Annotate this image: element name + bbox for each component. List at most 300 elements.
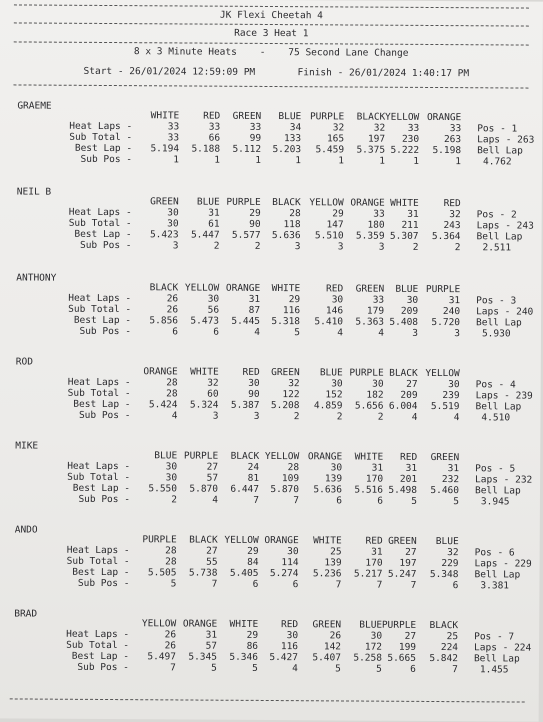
lane-color-header: GREEN	[430, 451, 460, 464]
lane-color-header: YELLOW	[425, 367, 460, 380]
lane-color-header: YELLOW	[384, 111, 420, 123]
sub-total-cell: 87	[248, 304, 261, 316]
heat-laps-cell: 32	[288, 378, 300, 390]
sub-total-cell: 139	[324, 557, 342, 569]
heat-laps-cell: 30	[331, 294, 344, 306]
heat-laps-cell: 33	[249, 121, 262, 133]
best-lap-cell: 5.194	[150, 143, 180, 155]
row-label: Heat Laps -	[67, 460, 131, 473]
row-label: Sub Pos -	[79, 325, 132, 338]
lane-color-header: ORANGE	[307, 451, 343, 463]
lane-color-header: WHITE	[190, 366, 219, 378]
heat-laps-cell: 31	[208, 207, 220, 219]
sub-pos-cell: 5	[252, 662, 258, 674]
best-lap-cell: 5.497	[147, 651, 177, 663]
sub-pos-cell: 2	[213, 240, 220, 252]
heat-laps-cell: 31	[205, 629, 218, 641]
best-lap-cell: 5.318	[271, 316, 301, 328]
row-label: Heat Laps -	[69, 120, 133, 133]
heat-laps-cell: 26	[329, 630, 342, 642]
rider-bell-label: Bell Lap	[476, 231, 523, 243]
heat-laps-cell: 32	[447, 547, 459, 559]
sub-total-cell: 30	[165, 472, 178, 484]
lane-color-header: PURPLE	[226, 196, 261, 208]
sub-total-cell: 170	[365, 557, 383, 569]
sub-total-cell: 109	[281, 473, 300, 485]
sub-pos-cell: 3	[212, 410, 219, 422]
best-lap-cell: 5.550	[148, 483, 178, 495]
heat-laps-cell: 30	[448, 379, 460, 391]
sub-total-cell: 179	[366, 305, 385, 317]
rider-bell-label: Bell Lap	[474, 569, 521, 581]
row-label: Sub Pos -	[78, 409, 131, 422]
rider-block	[0, 356, 541, 452]
sub-pos-cell: 2	[377, 411, 384, 423]
best-lap-cell: 5.424	[148, 399, 178, 411]
best-lap-cell: 5.307	[389, 230, 419, 242]
sub-pos-cell: 2	[454, 242, 461, 254]
rider-laps: Laps - 224	[474, 642, 532, 654]
sub-total-cell: 57	[205, 640, 218, 652]
rider-name: MIKE	[15, 440, 39, 452]
sub-pos-cell: 6	[292, 579, 299, 591]
lane-color-header: BLACK	[189, 534, 218, 546]
sub-pos-cell: 7	[335, 579, 342, 591]
best-lap-cell: 5.364	[431, 230, 461, 243]
lane-color-header: GREEN	[355, 283, 385, 295]
lane-color-header: RED	[365, 535, 383, 547]
heat-laps-cell: 30	[165, 461, 178, 473]
rider-laps: Laps - 229	[474, 558, 532, 570]
rider-name: BRAD	[14, 608, 38, 620]
lane-color-header: BLACK	[389, 367, 418, 379]
best-lap-cell: 5.505	[147, 567, 177, 579]
sub-total-cell: 99	[249, 132, 262, 144]
heat-laps-cell: 31	[447, 463, 460, 475]
heat-laps-cell: 33	[208, 121, 221, 133]
heat-laps-cell: 30	[207, 293, 220, 305]
sub-total-cell: 26	[166, 304, 179, 316]
lane-color-header: BLUE	[196, 196, 220, 208]
sub-total-cell: 122	[282, 389, 300, 401]
row-label: Best Lap -	[74, 228, 132, 241]
lane-color-header: PURPLE	[381, 619, 417, 631]
lane-color-header: PURPLE	[309, 111, 345, 123]
rider-bell-label: Bell Lap	[475, 317, 522, 329]
sub-pos-cell: 4	[212, 494, 218, 506]
row-label: Sub Total -	[69, 131, 133, 144]
sub-total-cell: 165	[326, 133, 345, 145]
lane-color-header: GREEN	[232, 110, 262, 122]
row-label: Sub Total -	[67, 387, 131, 400]
best-lap-cell: 5.247	[387, 568, 417, 580]
sub-pos-cell: 4	[337, 327, 344, 339]
lane-color-header: GREEN	[150, 196, 179, 208]
lane-color-header: ORANGE	[426, 111, 462, 124]
row-label: Heat Laps -	[67, 376, 131, 389]
best-lap-cell: 5.324	[189, 399, 219, 411]
sub-total-cell: 211	[401, 219, 419, 231]
heat-laps-cell: 28	[287, 462, 300, 474]
heat-laps-cell: 31	[248, 293, 261, 305]
lane-color-header: BLACK	[429, 619, 459, 632]
lane-color-header: BLUE	[359, 619, 383, 631]
row-label: Sub Pos -	[78, 493, 130, 506]
sub-total-cell: 182	[366, 389, 384, 401]
row-label: Sub Total -	[66, 639, 130, 652]
best-lap-cell: 5.870	[189, 483, 219, 495]
sub-total-cell: 139	[324, 473, 343, 485]
sub-pos-cell: 5	[376, 663, 382, 675]
heat-laps-cell: 26	[164, 629, 177, 641]
heat-laps-cell: 31	[448, 295, 461, 307]
heat-laps-cell: 30	[248, 377, 260, 389]
rider-laps: Laps - 243	[476, 220, 534, 232]
heat-laps-cell: 33	[373, 208, 385, 220]
sub-total-cell: 239	[442, 390, 460, 402]
lane-color-header: BLUE	[278, 111, 302, 123]
divider	[13, 84, 528, 88]
lane-color-header: BLUE	[435, 536, 459, 548]
row-label: Sub Pos -	[79, 239, 132, 252]
sub-total-cell: 201	[399, 473, 418, 485]
lane-color-header: RED	[443, 198, 461, 210]
lane-color-header: PURPLE	[183, 450, 219, 462]
row-label: Best Lap -	[73, 314, 132, 327]
best-lap-cell: 5.459	[315, 144, 345, 156]
lane-color-header: PURPLE	[349, 367, 384, 379]
best-lap-cell: 5.198	[432, 144, 462, 157]
sub-pos-cell: 2	[336, 411, 343, 423]
rider-block	[0, 186, 542, 279]
rider-laps: Laps - 263	[477, 134, 535, 146]
best-lap-cell: 5.345	[188, 651, 218, 663]
sub-total-cell: 197	[367, 133, 386, 145]
rider-pos: Pos - 3	[476, 295, 517, 307]
race-format: 8 x 3 Minute Heats - 75 Second Lane Change	[133, 46, 409, 59]
sub-pos-cell: 7	[253, 494, 259, 506]
row-label: Sub Pos -	[77, 661, 129, 674]
lane-color-header: YELLOW	[184, 282, 220, 294]
best-lap-cell: 5.720	[431, 316, 461, 329]
row-label: Sub Total -	[67, 471, 131, 484]
finish-time: Finish - 26/01/2024 1:40:17 PM	[297, 67, 470, 80]
heat-laps-cell: 31	[371, 462, 384, 474]
rider-name: NEIL B	[16, 186, 52, 198]
sub-total-cell: 152	[325, 389, 343, 401]
rider-name: ANTHONY	[16, 272, 57, 284]
row-label: Sub Total -	[68, 217, 132, 230]
sub-pos-cell: 3	[294, 241, 301, 253]
rider-bell-label: Bell Lap	[474, 485, 521, 497]
best-lap-cell: 5.112	[232, 143, 262, 155]
rider-pos: Pos - 4	[475, 379, 516, 391]
sub-pos-cell: 5	[335, 663, 341, 675]
lane-color-header: RED	[242, 366, 260, 378]
lane-color-header: BLUE	[154, 450, 178, 462]
rider-laps: Laps - 239	[475, 390, 533, 402]
sub-pos-cell: 4	[378, 327, 385, 339]
lane-color-header: YELLOW	[224, 534, 259, 546]
sub-total-cell: 224	[440, 642, 459, 654]
sub-total-cell: 263	[443, 134, 462, 146]
best-lap-cell: 5.510	[314, 230, 344, 242]
sub-total-cell: 26	[164, 640, 177, 652]
best-lap-cell: 5.473	[190, 315, 220, 327]
sub-total-cell: 28	[165, 556, 177, 568]
best-lap-cell: 5.656	[354, 400, 384, 412]
sub-total-cell: 142	[323, 641, 342, 653]
sub-pos-cell: 6	[172, 326, 179, 338]
lane-color-header: PURPLE	[425, 283, 461, 296]
sub-total-cell: 118	[283, 219, 301, 231]
row-label: Heat Laps -	[68, 292, 132, 305]
sub-total-cell: 147	[326, 219, 344, 231]
heat-laps-cell: 32	[449, 209, 461, 221]
lane-color-header: PURPLE	[142, 534, 177, 546]
sub-pos-cell: 5	[411, 495, 417, 507]
best-lap-cell: 5.738	[188, 567, 218, 579]
sub-pos-cell: 6	[252, 578, 259, 590]
rider-name: ANDO	[14, 524, 38, 536]
best-lap-cell: 5.447	[190, 229, 220, 241]
sub-pos-cell: 1	[379, 155, 386, 167]
rider-bell-label: Bell Lap	[475, 401, 522, 413]
sheet-title: JK Flexi Cheetah 4	[219, 9, 323, 22]
heat-laps-cell: 29	[332, 208, 344, 220]
sub-pos-cell: 5	[211, 662, 217, 674]
heat-laps-cell: 27	[405, 546, 417, 558]
sub-total-cell: 28	[166, 388, 178, 400]
best-lap-cell: 5.407	[312, 652, 342, 664]
row-label: Sub Pos -	[77, 577, 130, 590]
row-label: Sub Total -	[66, 555, 130, 568]
sub-total-cell: 209	[400, 389, 418, 401]
sub-pos-cell: 6	[377, 495, 383, 507]
sub-pos-cell: 1	[214, 154, 221, 166]
heat-laps-cell: 32	[332, 122, 345, 134]
sub-pos-cell: 3	[454, 328, 460, 340]
sub-pos-cell: 4	[453, 412, 460, 424]
lane-color-header: ORANGE	[350, 197, 385, 209]
best-lap-cell: 5.665	[387, 652, 417, 664]
sub-pos-cell: 3	[337, 241, 344, 253]
row-label: Best Lap -	[72, 566, 130, 579]
best-lap-cell: 5.460	[430, 484, 460, 497]
rider-bell-label: Bell Lap	[473, 653, 520, 665]
best-lap-cell: 5.423	[149, 229, 179, 241]
sub-pos-cell: 4	[292, 663, 298, 675]
row-label: Heat Laps -	[66, 628, 130, 641]
heat-laps-cell: 30	[406, 294, 419, 306]
sub-pos-cell: 7	[170, 662, 176, 674]
best-lap-cell: 5.856	[149, 315, 179, 327]
lane-color-header: YELLOW	[309, 197, 344, 209]
sub-pos-cell: 2	[293, 411, 300, 423]
row-label: Heat Laps -	[68, 206, 132, 219]
sub-pos-cell: 6	[452, 580, 459, 592]
heat-laps-cell: 32	[207, 377, 219, 389]
lane-color-header: RED	[203, 110, 221, 122]
heat-laps-cell: 25	[330, 546, 342, 558]
best-lap-cell: 5.636	[313, 484, 343, 496]
best-lap-cell: 5.348	[429, 568, 459, 581]
sub-total-cell: 66	[208, 132, 221, 144]
sub-pos-cell: 5	[170, 578, 177, 590]
lane-color-header: ORANGE	[225, 282, 261, 294]
heat-laps-cell: 30	[372, 378, 384, 390]
rider-pos: Pos - 2	[476, 209, 517, 221]
rider-block	[0, 440, 540, 536]
row-label: Best Lap -	[73, 398, 131, 411]
heat-laps-cell: 32	[373, 122, 386, 134]
sub-pos-cell: 3	[172, 240, 179, 252]
heat-laps-cell: 31	[407, 208, 419, 220]
best-lap-cell: 5.274	[269, 568, 299, 580]
heat-laps-cell: 29	[288, 294, 301, 306]
sub-pos-cell: 1	[413, 155, 420, 167]
best-lap-cell: 6.004	[388, 400, 418, 412]
sub-pos-cell: 5	[453, 496, 459, 508]
sub-pos-cell: 7	[410, 579, 417, 591]
lane-color-header: YELLOW	[264, 450, 300, 463]
sub-total-cell: 55	[206, 556, 218, 568]
sub-total-cell: 81	[247, 472, 260, 484]
best-lap-cell: 5.208	[270, 400, 300, 412]
rider-block	[0, 100, 542, 193]
heat-laps-cell: 30	[287, 546, 299, 558]
lane-color-header: RED	[280, 619, 299, 631]
heat-laps-cell: 26	[166, 293, 179, 305]
sub-pos-cell: 7	[211, 578, 218, 590]
start-time: Start - 26/01/2024 12:59:09 PM	[83, 65, 256, 78]
best-lap-cell: 5.577	[231, 229, 261, 241]
sub-total-cell: 57	[206, 472, 219, 484]
row-label: Best Lap -	[71, 650, 130, 663]
sub-total-cell: 240	[442, 306, 461, 318]
best-lap-cell: 5.410	[314, 316, 344, 328]
heat-laps-cell: 27	[206, 461, 219, 473]
heat-laps-cell: 33	[449, 123, 462, 135]
sub-total-cell: 146	[325, 305, 344, 317]
heat-laps-cell: 27	[404, 630, 417, 642]
heat-laps-cell: 30	[167, 207, 179, 219]
lane-color-header: ORANGE	[143, 366, 178, 378]
rider-name: GRAEME	[17, 100, 52, 112]
heat-laps-cell: 30	[331, 378, 343, 390]
sub-total-cell: 232	[441, 474, 460, 486]
heat-laps-cell: 27	[406, 378, 418, 390]
sub-pos-cell: 7	[293, 495, 299, 507]
sub-total-cell: 90	[248, 388, 260, 400]
best-lap-cell: 5.842	[429, 652, 459, 665]
sub-total-cell: 84	[247, 556, 259, 568]
best-lap-cell: 5.203	[272, 144, 302, 156]
lane-color-header: GREEN	[271, 367, 300, 379]
heat-laps-cell: 30	[370, 630, 383, 642]
rider-pos: Pos - 7	[474, 631, 515, 643]
rider-bell: 5.930	[481, 328, 511, 340]
best-lap-cell: 5.258	[353, 652, 383, 664]
sub-total-cell: 229	[441, 558, 459, 570]
rider-laps: Laps - 232	[475, 474, 533, 486]
rider-block	[0, 272, 541, 368]
lane-color-header: RED	[400, 451, 418, 463]
lane-color-header: BLUE	[319, 367, 343, 379]
sub-total-cell: 230	[401, 133, 420, 145]
lane-color-header: BLACK	[272, 197, 301, 209]
sub-pos-cell: 1	[455, 156, 462, 168]
lane-color-header: WHITE	[390, 197, 419, 209]
heat-laps-cell: 33	[372, 294, 385, 306]
heat-laps-cell: 30	[330, 462, 343, 474]
best-lap-cell: 5.516	[354, 484, 384, 496]
best-lap-cell: 5.408	[389, 316, 419, 328]
best-lap-cell: 5.405	[229, 567, 259, 579]
sub-total-cell: 197	[399, 557, 417, 569]
lane-color-header: ORANGE	[182, 618, 218, 630]
lane-color-header: BLACK	[356, 111, 386, 123]
lane-color-header: BLACK	[230, 450, 260, 462]
sub-pos-cell: 3	[253, 410, 260, 422]
lane-color-header: BLUE	[395, 283, 419, 295]
sub-pos-cell: 2	[171, 494, 177, 506]
lane-color-header: WHITE	[150, 110, 180, 122]
rider-bell: 4.510	[481, 412, 511, 424]
row-label: Heat Laps -	[66, 544, 130, 557]
heat-laps-cell: 24	[247, 461, 260, 473]
best-lap-cell: 5.387	[230, 399, 260, 411]
heat-laps-cell: 25	[446, 631, 459, 643]
best-lap-cell: 5.222	[390, 144, 420, 156]
rider-pos: Pos - 6	[474, 547, 515, 559]
sub-total-cell: 209	[400, 305, 419, 317]
best-lap-cell: 5.359	[355, 230, 385, 242]
sub-total-cell: 116	[282, 305, 301, 317]
heat-laps-cell: 33	[407, 122, 420, 134]
rider-bell: 3.945	[480, 496, 510, 508]
best-lap-cell: 5.188	[191, 143, 221, 155]
lane-color-header: BLACK	[149, 282, 179, 294]
sub-pos-cell: 3	[412, 327, 418, 339]
sub-total-cell: 116	[280, 641, 299, 653]
sub-total-cell: 60	[207, 388, 219, 400]
row-label: Best Lap -	[74, 142, 133, 155]
best-lap-cell: 6.447	[230, 483, 260, 495]
sub-total-cell: 172	[364, 641, 383, 653]
heat-laps-cell: 29	[247, 545, 259, 557]
sub-total-cell: 61	[208, 218, 220, 230]
rider-pos: Pos - 1	[477, 123, 518, 135]
best-lap-cell: 5.236	[312, 568, 342, 580]
rider-bell-label: Bell Lap	[477, 145, 523, 157]
rider-pos: Pos - 5	[475, 463, 516, 475]
sub-total-cell: 30	[167, 218, 179, 230]
sub-pos-cell: 6	[410, 663, 416, 675]
sub-pos-cell: 6	[213, 326, 220, 338]
rider-block	[0, 608, 539, 701]
rider-bell: 3.381	[480, 580, 510, 592]
row-label: Sub Pos -	[80, 153, 133, 166]
rider-bell: 2.511	[482, 242, 512, 254]
lane-color-header: GREEN	[312, 619, 342, 631]
heat-laps-cell: 27	[206, 545, 218, 557]
sub-total-cell: 90	[249, 218, 261, 230]
sub-pos-cell: 7	[452, 664, 458, 676]
sub-total-cell: 56	[207, 304, 220, 316]
heat-laps-cell: 34	[289, 122, 302, 134]
sub-pos-cell: 2	[412, 241, 419, 253]
